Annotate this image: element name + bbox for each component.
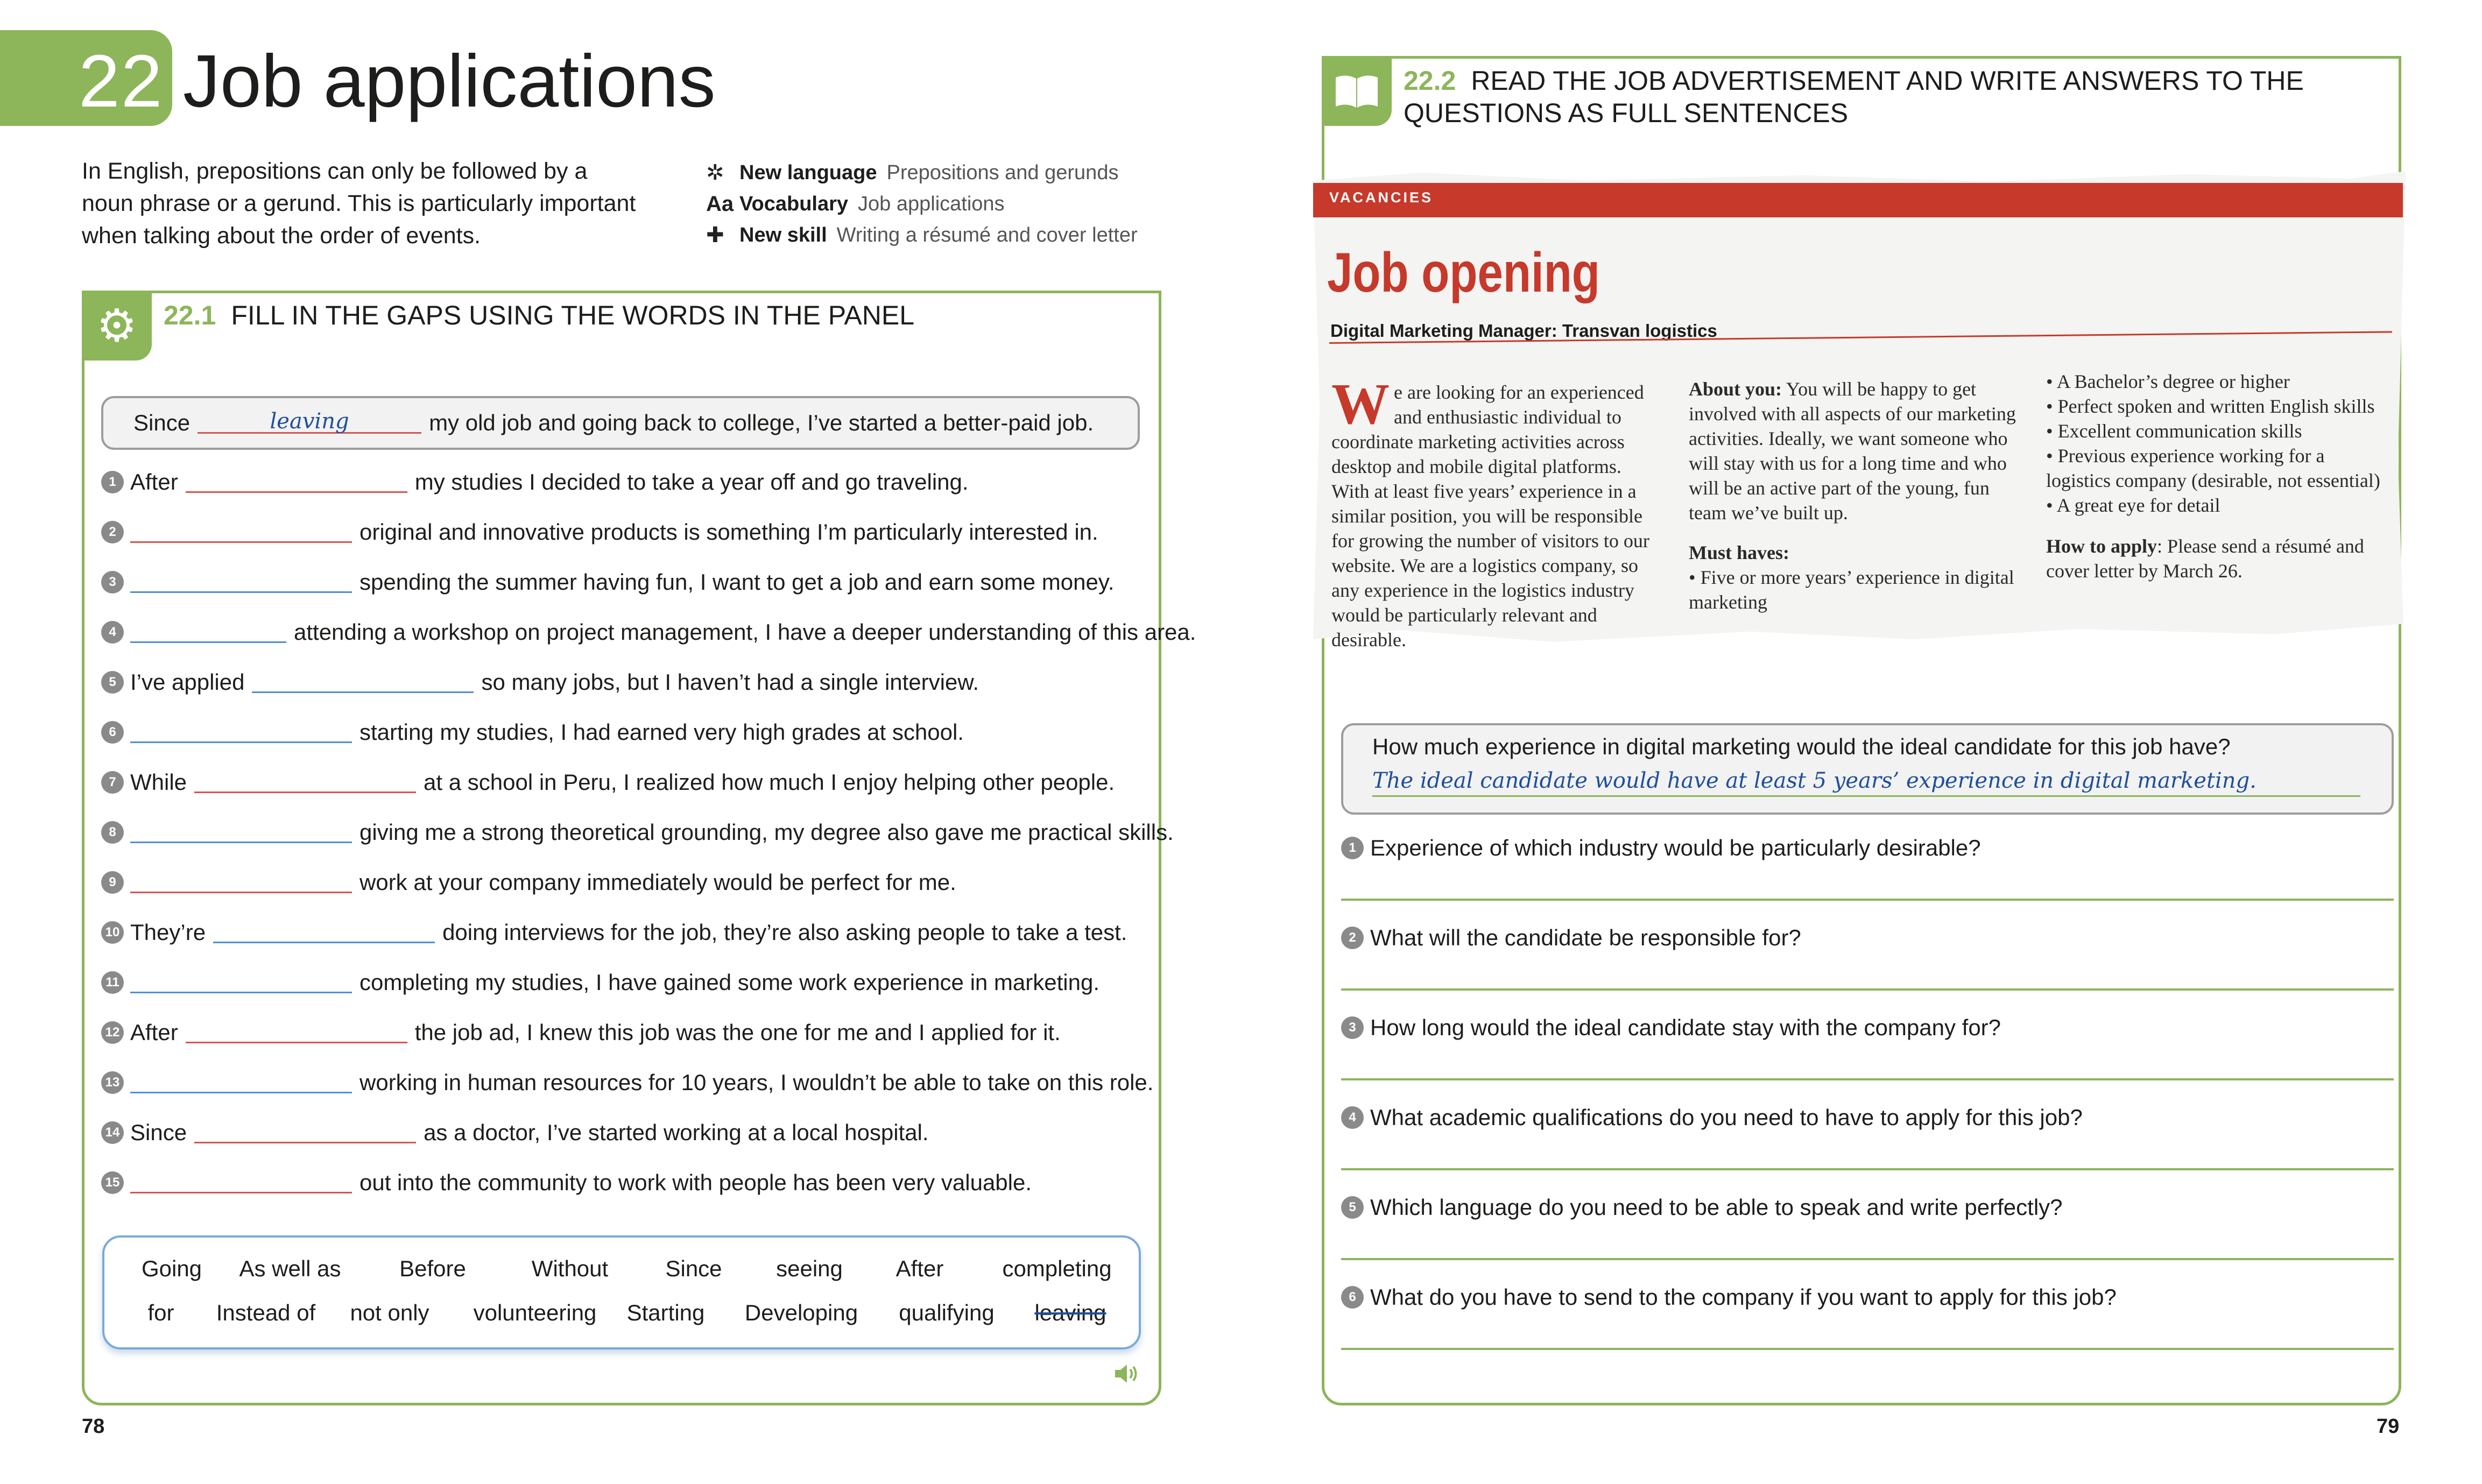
gapfill-item-10 [101, 915, 1127, 950]
example-answer: The ideal candidate would have at least 5 years’ experience in digital marketing. [1372, 768, 2257, 793]
requirement-item: • A Bachelor’s degree or higher [2046, 371, 2290, 392]
about-label: About you: [1689, 378, 1782, 400]
panel-word: seeing [776, 1256, 843, 1281]
requirement-item: • A great eye for detail [2046, 494, 2220, 516]
panel-word: for [147, 1300, 174, 1325]
sentence-post: attending a workshop on project management, I have a deeper understanding of this area. [294, 619, 1196, 645]
apply-label: How to apply [2046, 535, 2157, 557]
sentence-post: at a school in Peru, I realized how much I enjoy helping other people. [424, 769, 1115, 795]
exercise-instruction: FILL IN THE GAPS USING THE WORDS IN THE PANEL [231, 300, 915, 330]
gapfill-item-5 [101, 665, 979, 699]
exercise-number: 22.2 [1404, 66, 1456, 96]
gapfill-item-15 [101, 1165, 1032, 1200]
panel-word: completing [1002, 1256, 1112, 1281]
example-answer-line [1372, 795, 2360, 797]
advert-tag: VACANCIES [1329, 189, 1434, 206]
gapfill-item-1 [101, 465, 969, 499]
sentence-post: working in human resources for 10 years, I wouldn’t be able to take on this role. [359, 1070, 1154, 1095]
item-number: 6 [101, 721, 124, 744]
answer-gap[interactable] [130, 1072, 352, 1093]
gapfill-item-9 [101, 865, 956, 900]
question-2 [1341, 922, 1801, 954]
answer-gap[interactable] [130, 972, 352, 993]
exercise-instruction-line2: QUESTIONS AS FULL SENTENCES [1404, 98, 1849, 128]
item-number: 2 [101, 521, 124, 543]
question-text: How long would the ideal candidate stay with the company for? [1370, 1015, 2001, 1040]
meta-label: Vocabulary [739, 193, 849, 215]
gapfill-item-7 [101, 765, 1115, 800]
chapter-intro: In English, prepositions can only be followed by a noun phrase or a gerund. This is particularly important when talking about the order of events. [82, 158, 636, 249]
question-text: What academic qualifications do you need to have to apply for this job? [1370, 1105, 2083, 1130]
gapfill-item-11 [101, 965, 1099, 1000]
gapfill-item-6 [101, 715, 964, 750]
sentence-post: completing my studies, I have gained some work experience in marketing. [359, 970, 1100, 995]
sentence-pre: Since [130, 1120, 187, 1145]
item-number: 8 [101, 821, 124, 844]
meta-label: New language [739, 161, 877, 184]
panel-word: Since [665, 1256, 722, 1281]
advert-body-text: e are looking for an experienced and enthusiastic individual to coordinate marketing activities across desktop and mobile digital platforms. With at least five years’ experience in a similar position, you will be responsible for growing the number of visitors to our website. We are a logistics company, so any experience in the logistics industry would be particularly relevant and desirable. [1331, 381, 1649, 651]
item-number: 1 [101, 471, 124, 493]
chapter-meta [706, 157, 1138, 251]
answer-gap[interactable] [194, 772, 416, 793]
drop-cap: W [1331, 372, 1390, 436]
book-icon [1322, 56, 1392, 126]
item-number: 12 [101, 1021, 124, 1044]
sentence-post: so many jobs, but I haven’t had a single interview. [481, 669, 979, 695]
answer-line-4[interactable] [1341, 1168, 2394, 1170]
answer-gap[interactable] [252, 672, 474, 693]
advert-title: Job opening [1327, 242, 1600, 304]
answer-line-6[interactable] [1341, 1348, 2394, 1350]
item-number: 5 [101, 671, 124, 694]
sentence-post: my studies I decided to take a year off and go traveling. [414, 469, 969, 494]
meta-new-skill [706, 220, 1138, 251]
item-number: 3 [101, 571, 124, 593]
answer-gap[interactable] [194, 1122, 416, 1143]
gapfill-item-3 [101, 565, 1114, 599]
answer-gap[interactable] [130, 571, 352, 593]
example-sentence [133, 406, 1094, 440]
gapfill-item-2 [101, 515, 1098, 549]
panel-word: Without [531, 1256, 609, 1281]
question-3 [1341, 1012, 2001, 1044]
sentence-post: original and innovative products is something I’m particularly interested in. [359, 519, 1098, 545]
sentence-pre: I’ve applied [130, 669, 245, 695]
panel-word: Starting [626, 1300, 705, 1325]
meta-value: Writing a résumé and cover letter [836, 224, 1138, 246]
item-number: 7 [101, 771, 124, 794]
panel-word: Before [399, 1256, 466, 1281]
sentence-pre: They’re [130, 920, 206, 945]
aa-icon: Aa [706, 192, 734, 216]
meta-new-language [706, 157, 1138, 188]
sentence-post: spending the summer having fun, I want to get a job and earn some money. [359, 569, 1115, 595]
advert-column-3 [2046, 369, 2384, 583]
page-number-right: 79 [2377, 1415, 2400, 1438]
question-text: Which language do you need to be able to speak and write perfectly? [1370, 1195, 2063, 1220]
item-number: 11 [101, 971, 124, 994]
requirement-item: • Perfect spoken and written English skills [2046, 395, 2375, 417]
meta-value: Prepositions and gerunds [886, 161, 1119, 184]
item-number: 4 [101, 621, 124, 644]
sentence-pre: After [130, 1020, 178, 1045]
example-answer: leaving [198, 412, 421, 434]
answer-gap[interactable] [213, 922, 435, 943]
open-book-icon [1332, 72, 1381, 110]
answer-gap[interactable] [130, 621, 286, 643]
exercise-number: 22.1 [164, 300, 216, 330]
requirement-item: • Previous experience working for a logistics company (desirable, not essential) [2046, 445, 2380, 491]
answer-line-3[interactable] [1341, 1078, 2394, 1080]
panel-word: Developing [744, 1300, 858, 1325]
panel-word: volunteering [473, 1300, 597, 1325]
page-title: Job applications [183, 40, 716, 123]
question-text: What do you have to send to the company if you want to apply for this job? [1370, 1284, 2117, 1310]
panel-word: qualifying [899, 1300, 995, 1325]
requirement-item: • Excellent communication skills [2046, 420, 2302, 442]
exercise-22-1-heading [164, 299, 914, 331]
question-1 [1341, 832, 1981, 864]
answer-line-2[interactable] [1341, 988, 2394, 991]
item-number: 9 [101, 871, 124, 894]
panel-word: not only [350, 1300, 429, 1325]
exercise-22-2-heading [1404, 65, 2304, 129]
sentence-post: starting my studies, I had earned very high grades at school. [359, 719, 964, 745]
answer-gap[interactable] [130, 1172, 352, 1193]
must-have-item: • Five or more years’ experience in digital marketing [1689, 567, 2014, 613]
puzzle-icon: ✚ [706, 223, 724, 247]
question-number: 5 [1341, 1196, 1364, 1219]
about-text: You will be happy to get involved with all aspects of our marketing activities. Ideally, we want someone who will stay with us for a long time and who will be an active part of the young, fun team we’ve built up. [1689, 378, 2016, 524]
question-text: Experience of which industry would be particularly desirable? [1370, 835, 1981, 860]
question-number: 1 [1341, 837, 1364, 859]
panel-word: After [896, 1256, 944, 1281]
sentence-post: the job ad, I knew this job was the one for me and I applied for it. [414, 1020, 1061, 1045]
question-5 [1341, 1191, 2063, 1224]
chapter-number: 22 [79, 40, 164, 123]
page-number-left: 78 [82, 1415, 105, 1438]
sentence-pre: After [130, 469, 178, 494]
panel-word: Going [141, 1256, 202, 1281]
item-number: 14 [101, 1121, 124, 1144]
apply-text: : Please send a résumé and cover letter by March 26. [2046, 535, 2364, 582]
panel-word: Instead of [216, 1300, 316, 1325]
answer-gap[interactable] [186, 1022, 407, 1043]
item-number: 15 [101, 1171, 124, 1194]
example-question: How much experience in digital marketing would the ideal candidate for this job have? [1372, 734, 2231, 759]
word-panel [102, 1235, 1141, 1349]
answer-line-5[interactable] [1341, 1258, 2394, 1260]
question-text: What will the candidate be responsible for? [1370, 925, 1801, 950]
sentence-pre: While [130, 769, 187, 795]
advert-subtitle: Digital Marketing Manager: Transvan logistics [1330, 321, 1717, 341]
panel-word: As well as [239, 1256, 341, 1281]
question-number: 3 [1341, 1016, 1364, 1039]
question-number: 4 [1341, 1106, 1364, 1129]
item-number: 10 [101, 921, 124, 944]
answer-gap[interactable] [130, 872, 352, 893]
audio-speaker-icon[interactable] [1113, 1361, 1141, 1386]
question-6 [1341, 1281, 2117, 1313]
question-number: 6 [1341, 1286, 1364, 1309]
answer-gap[interactable] [130, 722, 352, 743]
advert-column-2 [1689, 377, 2017, 614]
sentence-post: giving me a strong theoretical grounding, my degree also gave me practical skills. [359, 819, 1174, 845]
question-4 [1341, 1101, 2083, 1134]
sentence-post: work at your company immediately would be perfect for me. [359, 870, 956, 895]
meta-label: New skill [739, 224, 827, 246]
gapfill-item-12 [101, 1015, 1061, 1050]
exercise-instruction: READ THE JOB ADVERTISEMENT AND WRITE ANSWERS TO THE [1471, 66, 2304, 96]
gapfill-item-13 [101, 1065, 1153, 1100]
question-number: 2 [1341, 927, 1364, 949]
must-haves-label: Must haves: [1689, 542, 1789, 563]
panel-word-used: leaving [1034, 1300, 1106, 1325]
meta-vocabulary [706, 188, 1138, 220]
how-to-apply [2046, 534, 2384, 583]
advert-red-bar [1313, 183, 2403, 217]
meta-value: Job applications [858, 193, 1005, 215]
answer-gap[interactable] [130, 521, 352, 543]
sentence-pre: Since [133, 410, 191, 435]
sentence-post: out into the community to work with people has been very valuable. [359, 1170, 1032, 1195]
gapfill-item-4 [101, 615, 1196, 649]
answer-gap[interactable] [186, 471, 407, 493]
sentence-post: doing interviews for the job, they’re also asking people to take a test. [442, 920, 1127, 945]
gear-icon: ✲ [706, 161, 724, 185]
gapfill-item-14 [101, 1115, 929, 1150]
gears-icon: ⚙ [82, 291, 152, 361]
answer-line-1[interactable] [1341, 899, 2394, 901]
answer-gap[interactable] [130, 822, 352, 843]
sentence-post: my old job and going back to college, I’ve started a better-paid job. [429, 410, 1094, 435]
gapfill-item-8 [101, 815, 1174, 850]
sentence-post: as a doctor, I’ve started working at a local hospital. [424, 1120, 929, 1145]
item-number: 13 [101, 1071, 124, 1094]
advert-column-1 [1331, 372, 1663, 652]
